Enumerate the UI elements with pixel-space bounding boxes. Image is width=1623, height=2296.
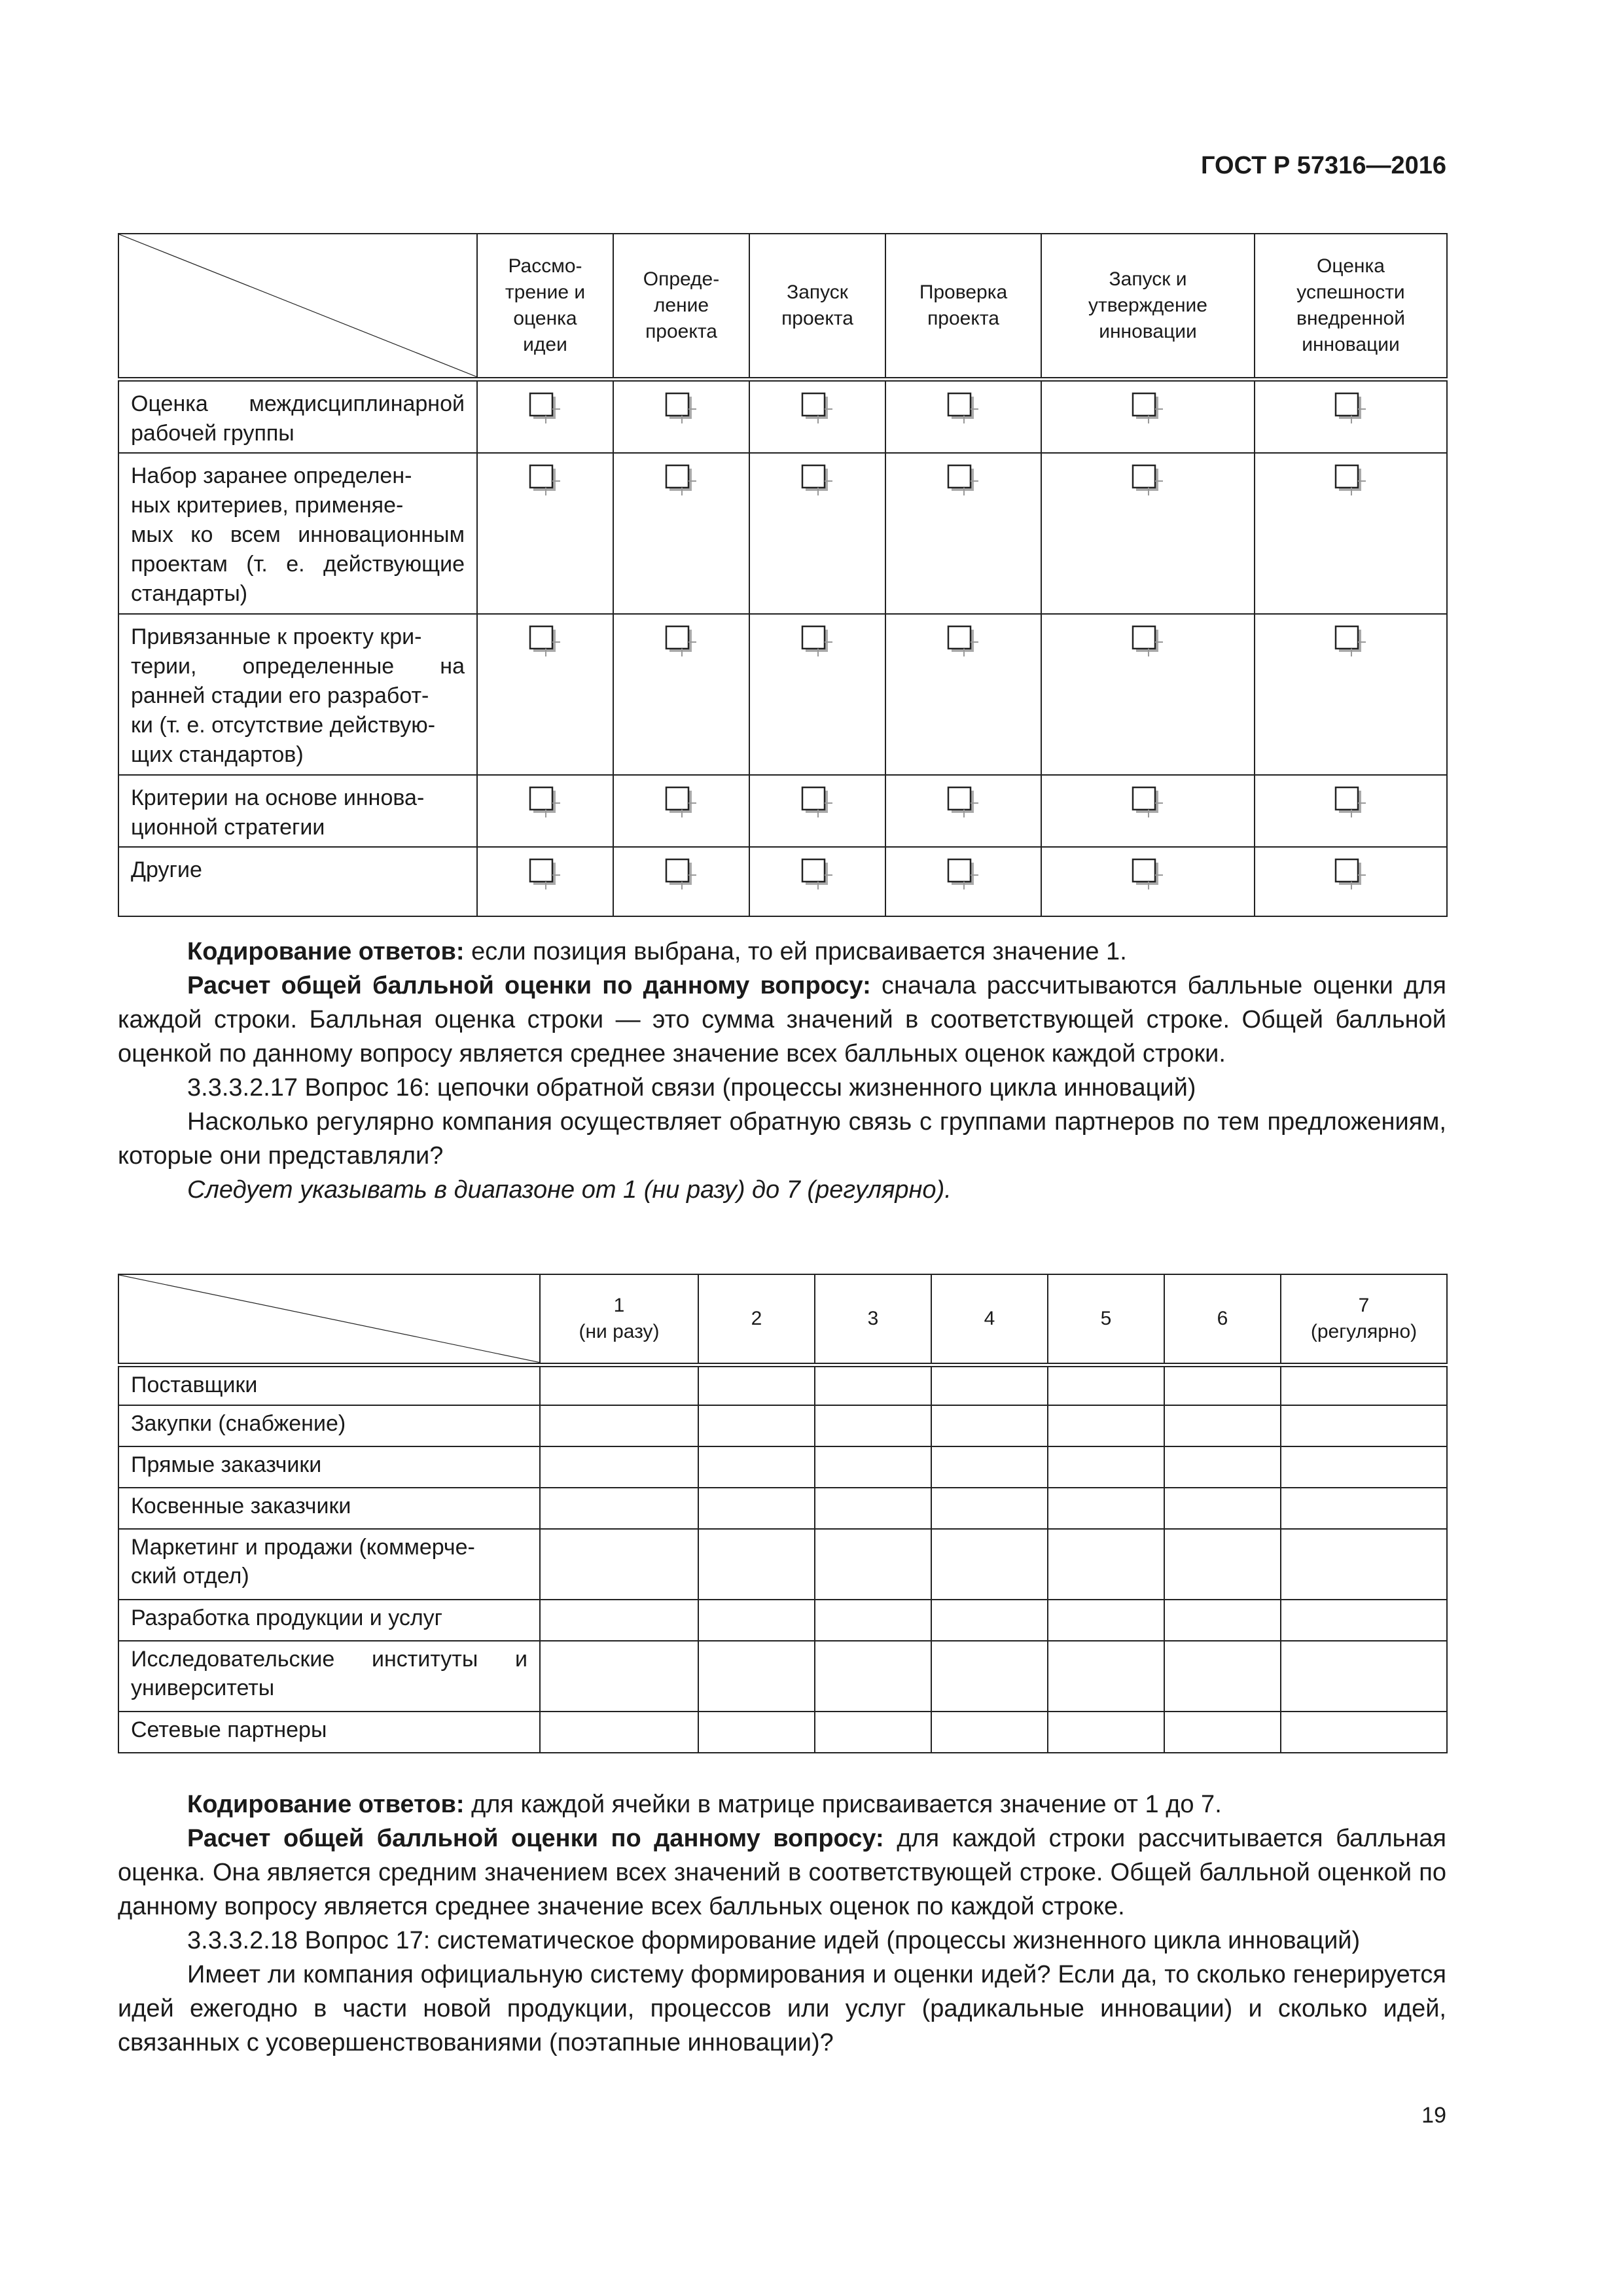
checkbox-icon[interactable]	[529, 858, 562, 891]
checkbox-icon[interactable]	[1132, 464, 1164, 497]
row-label: Привязанные к проекту кри- терии, определенные на ранней стадии его разработ- ки (т. е. отсутствие действую- щих стандартов)	[118, 614, 477, 775]
checkbox-cell[interactable]	[885, 453, 1041, 614]
checkbox-cell[interactable]	[885, 775, 1041, 847]
checkbox-icon[interactable]	[1334, 786, 1367, 819]
standard-designation: ГОСТ Р 57316—2016	[1201, 152, 1446, 179]
checkbox-cell[interactable]	[749, 453, 885, 614]
rating-cell[interactable]	[815, 1641, 931, 1712]
table-row	[118, 1365, 1447, 1405]
row-label: Критерии на основе иннова- ционной стратегии	[118, 775, 477, 847]
calc-label: Расчет общей балльной оценки по данному вопросу:	[187, 972, 871, 999]
checkbox-icon[interactable]	[801, 786, 834, 819]
checkbox-icon[interactable]	[1334, 464, 1367, 497]
coding-text: для каждой ячейки в матрице присваивается значение от 1 до 7.	[464, 1791, 1222, 1818]
rating-cell[interactable]	[1164, 1446, 1281, 1488]
checkbox-icon[interactable]	[1334, 858, 1367, 891]
checkbox-cell[interactable]	[477, 453, 613, 614]
checkbox-icon[interactable]	[665, 786, 698, 819]
rating-cell[interactable]	[815, 1600, 931, 1641]
rating-cell[interactable]	[698, 1712, 815, 1753]
checkbox-icon[interactable]	[665, 392, 698, 425]
checkbox-cell[interactable]	[613, 379, 749, 453]
checkbox-icon[interactable]	[947, 392, 980, 425]
rating-cell[interactable]	[931, 1446, 1048, 1488]
rating-cell[interactable]	[1048, 1529, 1164, 1600]
checkbox-cell[interactable]	[885, 379, 1041, 453]
coding-text: если позиция выбрана, то ей присваивается значение 1.	[464, 938, 1127, 965]
checkbox-cell[interactable]	[477, 614, 613, 775]
column-header: Проверка проекта	[885, 234, 1041, 379]
rating-cell[interactable]	[1281, 1641, 1447, 1712]
question-16-title: 3.3.3.2.17 Вопрос 16: цепочки обратной связи (процессы жизненного цикла инноваций)	[187, 1074, 1196, 1102]
rating-cell[interactable]	[1281, 1600, 1447, 1641]
column-header: 4	[931, 1274, 1048, 1365]
checkbox-icon[interactable]	[529, 625, 562, 658]
rating-cell[interactable]	[931, 1712, 1048, 1753]
rating-cell[interactable]	[1164, 1488, 1281, 1529]
rating-cell[interactable]	[540, 1405, 698, 1446]
checkbox-icon[interactable]	[1132, 392, 1164, 425]
corner-cell	[118, 1274, 540, 1365]
rating-cell[interactable]	[540, 1600, 698, 1641]
rating-cell[interactable]	[698, 1529, 815, 1600]
scale-caption: (регулярно)	[1310, 1320, 1418, 1342]
table-row	[118, 1712, 1447, 1753]
calc-text: сначала рассчитываются балльные оценки для каждой строки. Балльная оценка строки — это сумма значений в соответствующей строке. Общей балльной оценкой по данному вопросу является среднее значение всех балльных оценок каждой строки.	[118, 972, 1446, 1067]
feedback-frequency-table	[118, 1274, 1448, 1753]
question-17-title: 3.3.3.2.18 Вопрос 17: систематическое формирование идей (процессы жизненного цикла инноваций)	[187, 1927, 1361, 1954]
rating-cell[interactable]	[1281, 1529, 1447, 1600]
rating-cell[interactable]	[931, 1641, 1048, 1712]
rating-cell[interactable]	[815, 1712, 931, 1753]
rating-cell[interactable]	[540, 1365, 698, 1405]
checkbox-cell[interactable]	[1255, 847, 1447, 916]
table-row	[118, 1405, 1447, 1446]
calc-paragraph	[118, 969, 1446, 1071]
rating-cell[interactable]	[540, 1641, 698, 1712]
corner-cell	[118, 234, 477, 379]
checkbox-cell[interactable]	[749, 379, 885, 453]
row-label: Прямые заказчики	[118, 1446, 540, 1488]
checkbox-icon[interactable]	[947, 858, 980, 891]
rating-cell[interactable]	[698, 1600, 815, 1641]
column-header: 6	[1164, 1274, 1281, 1365]
checkbox-cell[interactable]	[613, 453, 749, 614]
row-label: Маркетинг и продажи (коммерче- ский отдел)	[118, 1529, 540, 1600]
checkbox-cell[interactable]	[885, 614, 1041, 775]
checkbox-cell[interactable]	[749, 775, 885, 847]
rating-cell[interactable]	[815, 1405, 931, 1446]
checkbox-icon[interactable]	[1132, 858, 1164, 891]
checkbox-cell[interactable]	[613, 614, 749, 775]
rating-cell[interactable]	[540, 1529, 698, 1600]
scale-value: 1	[613, 1294, 625, 1316]
rating-cell[interactable]	[1281, 1365, 1447, 1405]
checkbox-icon[interactable]	[947, 464, 980, 497]
table-row	[118, 1446, 1447, 1488]
rating-cell[interactable]	[1281, 1712, 1447, 1753]
rating-cell[interactable]	[931, 1529, 1048, 1600]
column-header: 5	[1048, 1274, 1164, 1365]
row-label: Косвенные заказчики	[118, 1488, 540, 1529]
text-block-q16-scoring	[118, 1787, 1446, 2060]
innovation-criteria-table	[118, 233, 1448, 917]
coding-paragraph	[118, 935, 1446, 969]
checkbox-icon[interactable]	[529, 464, 562, 497]
table-row	[118, 1641, 1447, 1712]
rating-cell[interactable]	[1048, 1488, 1164, 1529]
text-block-q15-scoring	[118, 935, 1446, 1207]
row-label: Закупки (снабжение)	[118, 1405, 540, 1446]
checkbox-icon[interactable]	[529, 786, 562, 819]
checkbox-cell[interactable]	[885, 847, 1041, 916]
checkbox-cell[interactable]	[1255, 614, 1447, 775]
rating-cell[interactable]	[1048, 1712, 1164, 1753]
checkbox-cell[interactable]	[613, 775, 749, 847]
coding-label: Кодирование ответов:	[187, 1791, 465, 1818]
rating-cell[interactable]	[540, 1446, 698, 1488]
rating-cell[interactable]	[1281, 1488, 1447, 1529]
checkbox-icon[interactable]	[1132, 786, 1164, 819]
table-row	[118, 614, 1447, 775]
column-header: 2	[698, 1274, 815, 1365]
row-label: Поставщики	[118, 1365, 540, 1405]
rating-cell[interactable]	[931, 1405, 1048, 1446]
table-row	[118, 1600, 1447, 1641]
row-label: Другие	[118, 847, 477, 916]
checkbox-icon[interactable]	[1132, 625, 1164, 658]
column-header: 3	[815, 1274, 931, 1365]
rating-cell[interactable]	[815, 1446, 931, 1488]
calc-label: Расчет общей балльной оценки по данному вопросу:	[187, 1825, 884, 1852]
rating-cell[interactable]	[698, 1488, 815, 1529]
rating-cell[interactable]	[1048, 1405, 1164, 1446]
checkbox-icon[interactable]	[801, 858, 834, 891]
coding-label: Кодирование ответов:	[187, 938, 465, 965]
rating-cell[interactable]	[1048, 1600, 1164, 1641]
row-label: Разработка продукции и услуг	[118, 1600, 540, 1641]
checkbox-icon[interactable]	[801, 464, 834, 497]
page-number: 19	[1421, 2103, 1446, 2128]
rating-cell[interactable]	[815, 1365, 931, 1405]
checkbox-cell[interactable]	[1041, 775, 1255, 847]
table-row	[118, 1529, 1447, 1600]
row-label: Сетевые партнеры	[118, 1712, 540, 1753]
column-header	[540, 1274, 698, 1365]
checkbox-cell[interactable]	[477, 847, 613, 916]
checkbox-cell[interactable]	[1255, 775, 1447, 847]
table-row	[118, 1488, 1447, 1529]
checkbox-icon[interactable]	[1334, 625, 1367, 658]
rating-cell[interactable]	[540, 1712, 698, 1753]
checkbox-icon[interactable]	[529, 392, 562, 425]
checkbox-icon[interactable]	[665, 625, 698, 658]
rating-cell[interactable]	[1048, 1641, 1164, 1712]
question-16-text: Насколько регулярно компания осуществляет обратную связь с группами партнеров по тем предложениям, которые они представляли?	[118, 1108, 1446, 1170]
column-header: Запуск и утверждение инновации	[1041, 234, 1255, 379]
rating-cell[interactable]	[1281, 1446, 1447, 1488]
checkbox-icon[interactable]	[665, 858, 698, 891]
checkbox-cell[interactable]	[613, 847, 749, 916]
rating-cell[interactable]	[1164, 1712, 1281, 1753]
checkbox-cell[interactable]	[1255, 453, 1447, 614]
table-row	[118, 453, 1447, 614]
rating-cell[interactable]	[698, 1365, 815, 1405]
checkbox-icon[interactable]	[1334, 392, 1367, 425]
rating-cell[interactable]	[1164, 1405, 1281, 1446]
rating-cell[interactable]	[815, 1488, 931, 1529]
rating-cell[interactable]	[931, 1365, 1048, 1405]
rating-cell[interactable]	[1048, 1365, 1164, 1405]
column-header: Опреде- ление проекта	[613, 234, 749, 379]
rating-cell[interactable]	[698, 1405, 815, 1446]
rating-cell[interactable]	[1048, 1446, 1164, 1488]
rating-cell[interactable]	[1164, 1529, 1281, 1600]
row-label: Оценка междисциплинарной рабочей группы	[118, 379, 477, 453]
rating-cell[interactable]	[698, 1641, 815, 1712]
rating-cell[interactable]	[540, 1488, 698, 1529]
coding-paragraph	[118, 1787, 1446, 1821]
column-header: Запуск проекта	[749, 234, 885, 379]
checkbox-cell[interactable]	[477, 775, 613, 847]
question-17-text: Имеет ли компания официальную систему формирования и оценки идей? Если да, то сколько генерируется идей ежегодно в части новой продукции, процессов или услуг (радикальные инновации) и сколько идей, связанных с усовершенствованиями (поэтапные инновации)?	[118, 1961, 1446, 2056]
table-row	[118, 775, 1447, 847]
column-header	[1281, 1274, 1447, 1365]
rating-cell[interactable]	[1281, 1405, 1447, 1446]
checkbox-cell[interactable]	[749, 614, 885, 775]
rating-cell[interactable]	[815, 1529, 931, 1600]
checkbox-icon[interactable]	[665, 464, 698, 497]
table-row	[118, 847, 1447, 916]
rating-cell[interactable]	[1164, 1600, 1281, 1641]
rating-cell[interactable]	[931, 1600, 1048, 1641]
table-row	[118, 379, 1447, 453]
rating-cell[interactable]	[1164, 1641, 1281, 1712]
checkbox-cell[interactable]	[1041, 614, 1255, 775]
checkbox-cell[interactable]	[1041, 847, 1255, 916]
question-16-hint: Следует указывать в диапазоне от 1 (ни разу) до 7 (регулярно).	[187, 1176, 952, 1204]
scale-value: 7	[1358, 1294, 1370, 1316]
checkbox-icon[interactable]	[801, 392, 834, 425]
calc-paragraph	[118, 1821, 1446, 1924]
checkbox-cell[interactable]	[1041, 453, 1255, 614]
scale-caption: (ни разу)	[579, 1320, 660, 1342]
row-label: Набор заранее определен- ных критериев, применяе- мых ко всем инновационным проектам (т. е. действующие стандарты)	[118, 453, 477, 614]
calc-text: для каждой строки рассчитывается балльная оценка. Она является средним значением всех значений в соответствующей строке. Общей балльной оценкой по данному вопросу является среднее значение всех балльных оценок по каждой строке.	[118, 1825, 1446, 1920]
checkbox-cell[interactable]	[1041, 379, 1255, 453]
column-header: Оценка успешности внедренной инновации	[1255, 234, 1447, 379]
checkbox-icon[interactable]	[801, 625, 834, 658]
row-label: Исследовательские институты и университеты	[118, 1641, 540, 1712]
checkbox-icon[interactable]	[947, 625, 980, 658]
checkbox-icon[interactable]	[947, 786, 980, 819]
rating-cell[interactable]	[698, 1446, 815, 1488]
column-header: Рассмо- трение и оценка идеи	[477, 234, 613, 379]
checkbox-cell[interactable]	[749, 847, 885, 916]
checkbox-cell[interactable]	[477, 379, 613, 453]
rating-cell[interactable]	[931, 1488, 1048, 1529]
rating-cell[interactable]	[1164, 1365, 1281, 1405]
checkbox-cell[interactable]	[1255, 379, 1447, 453]
